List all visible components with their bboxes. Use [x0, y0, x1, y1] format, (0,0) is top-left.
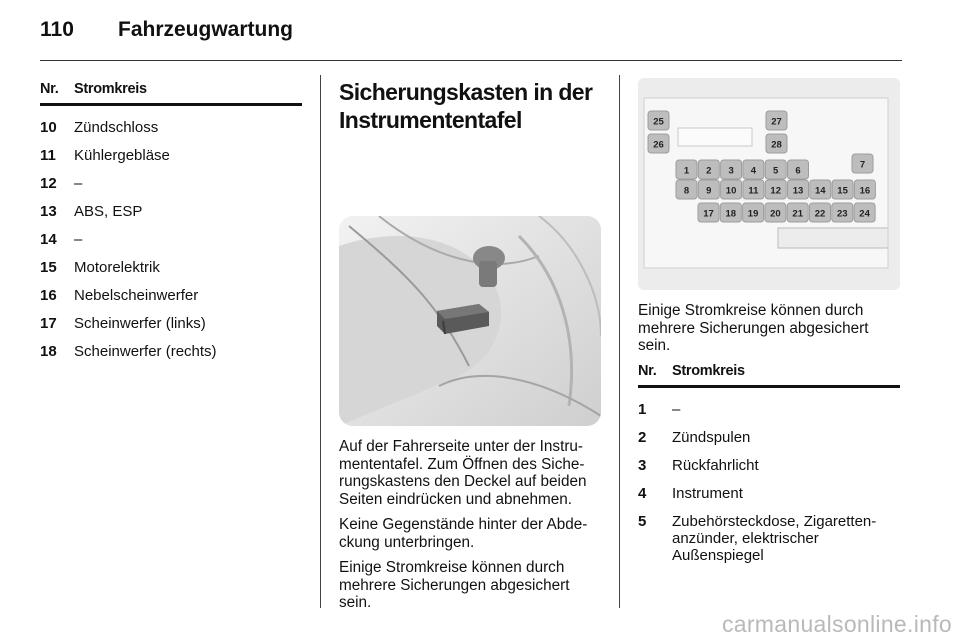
fuse-number: 13 [40, 203, 57, 220]
table-row [638, 386, 900, 418]
table-row [40, 105, 302, 137]
fuse-slot-10 [721, 180, 742, 199]
fuse-label: 28 [771, 139, 782, 151]
table-row [638, 418, 900, 446]
fuse-label: 27 [771, 116, 782, 128]
circuit-name: Rückfahrlicht [672, 456, 759, 474]
fuse-slot-23 [832, 203, 853, 222]
fuse-number: 3 [638, 456, 647, 474]
paragraph-location: Auf der Fahrerseite unter der Instrumententafel. Zum Öffnen des Sicherungskastens den Deckel auf beiden Seiten eindrücken und abnehmen. [339, 438, 587, 508]
fuse-label: 26 [653, 139, 664, 151]
left-fuse-table [40, 81, 302, 360]
fuse-label: 14 [815, 185, 826, 197]
fuse-slot-1 [676, 160, 697, 179]
middle-text [339, 438, 601, 612]
column-header-circuit: Stromkreis [74, 81, 302, 105]
fuse-number: 12 [40, 175, 57, 192]
fuse-number: 1 [638, 400, 647, 418]
fuse-number: 15 [40, 259, 57, 276]
fuse-label: 6 [795, 165, 801, 177]
fuse-slot-5 [765, 160, 786, 179]
column-header-nr: Nr. [40, 81, 74, 105]
circuit-name: Scheinwerfer (links) [74, 315, 206, 332]
circuit-name: Zündschloss [74, 119, 159, 136]
fuse-label: 10 [725, 185, 737, 197]
circuit-name: Nebelscheinwerfer [74, 287, 199, 304]
fuse-label: 22 [814, 208, 826, 220]
fuse-label: 12 [770, 185, 781, 197]
fuse-slot-8 [676, 180, 697, 199]
fuse-label: 17 [703, 208, 714, 220]
table-row [40, 248, 302, 276]
table-row [638, 502, 900, 564]
fuse-slot-17 [698, 203, 719, 222]
fuse-slot-20 [765, 203, 786, 222]
fuse-slot-26 [648, 134, 669, 153]
circuit-name: Scheinwerfer (rechts) [74, 343, 217, 360]
table-row [40, 164, 302, 192]
fuse-slot-6 [788, 160, 809, 179]
fuse-label: 25 [653, 116, 664, 128]
fuse-label: 24 [859, 208, 870, 220]
table-row [638, 446, 900, 474]
circuit-name: Zündspulen [672, 428, 751, 446]
fuse-number: 16 [40, 287, 57, 304]
fuse-slot-19 [743, 203, 764, 222]
fuse-slot-28 [766, 134, 787, 153]
table-row [40, 220, 302, 248]
circuit-name: – [74, 175, 83, 192]
right-paragraph: Einige Stromkreise können durch mehrere Sicherungen abgesichert sein. [638, 302, 869, 354]
fuse-box-diagram [638, 78, 900, 290]
section-title-line-1: Sicherungskasten in der [339, 79, 593, 105]
fuse-label: 19 [747, 208, 759, 220]
column-divider-1 [320, 75, 321, 608]
fuse-slot-12 [765, 180, 786, 199]
fuse-label: 9 [706, 185, 712, 197]
circuit-name: Motorelektrik [74, 259, 160, 276]
column-divider-2 [619, 75, 620, 608]
table-row [40, 304, 302, 332]
paragraph-multiple-fuses: Einige Stromkreise können durch mehrere Sicherungen abgesichert sein. [339, 559, 570, 611]
fuse-slot-16 [854, 180, 875, 199]
fuse-label: 23 [837, 208, 848, 220]
page-header [40, 18, 293, 42]
fuse-box-location-photo [339, 216, 601, 426]
left-column [40, 81, 302, 360]
fuse-slot-14 [810, 180, 831, 199]
fuse-number: 14 [40, 231, 57, 248]
fuse-label: 5 [773, 165, 779, 177]
fuse-number: 10 [40, 119, 57, 136]
column-header-circuit: Stromkreis [672, 363, 900, 387]
circuit-name: Instrument [672, 484, 743, 502]
dashboard-illustration [339, 216, 601, 426]
fuse-label: 21 [792, 208, 803, 220]
table-row [40, 332, 302, 360]
fuse-label: 8 [683, 185, 690, 197]
table-row [638, 474, 900, 502]
table-row [40, 136, 302, 164]
fuse-slot-7 [852, 154, 873, 173]
fuse-number: 11 [40, 147, 56, 164]
page-number: 110 [40, 18, 74, 41]
section-title-line-2: Instrumententafel [339, 107, 522, 133]
circuit-name: – [74, 231, 83, 248]
fuse-slot-9 [698, 180, 719, 199]
section-title [339, 78, 601, 134]
header-rule [40, 60, 902, 61]
fuse-label: 2 [706, 165, 712, 177]
fuse-slot-11 [743, 180, 764, 199]
fuse-label: 7 [859, 159, 866, 171]
fuse-slot-25 [648, 111, 669, 130]
circuit-name: Zubehörsteckdose, Zigarettenanzünder, elektrischer Außenspiegel [672, 512, 877, 564]
fuse-layout [638, 78, 900, 290]
page-title: Fahrzeugwartung [118, 18, 294, 41]
circuit-name: – [672, 400, 681, 418]
paragraph-warning: Keine Gegenstände hinter der Abdeckung unterbringen. [339, 516, 588, 551]
fuse-slot-4 [743, 160, 764, 179]
fuse-slot-2 [698, 160, 719, 179]
fuse-number: 17 [40, 315, 57, 332]
fuse-number: 5 [638, 512, 647, 530]
fuse-slot-18 [720, 203, 741, 222]
fuse-label: 15 [837, 185, 848, 197]
fuse-number: 2 [638, 428, 647, 446]
fuse-number: 4 [638, 484, 647, 502]
circuit-name: ABS, ESP [74, 203, 143, 220]
watermark: carmanualsonline.info [721, 611, 952, 637]
right-column [638, 78, 900, 564]
fuse-puller-slot [678, 128, 752, 146]
fuse-label: 1 [683, 165, 690, 177]
fuse-slot-15 [832, 180, 853, 199]
fuse-label: 20 [770, 208, 781, 220]
fuse-label: 3 [728, 165, 734, 177]
column-header-nr: Nr. [638, 363, 672, 387]
fuse-label: 16 [859, 185, 871, 197]
fuse-slot-21 [787, 203, 808, 222]
fuse-label: 13 [792, 185, 804, 197]
table-row [40, 192, 302, 220]
fuse-label: 11 [748, 185, 759, 197]
fuse-number: 18 [40, 343, 57, 360]
right-fuse-table [638, 363, 900, 564]
fuse-label: 4 [750, 165, 757, 177]
fuse-slot-13 [788, 180, 809, 199]
fuse-slot-27 [766, 111, 787, 130]
fuse-slot-3 [721, 160, 742, 179]
fuse-slot-24 [854, 203, 875, 222]
fuse-label: 18 [725, 208, 737, 220]
fuse-slot-22 [810, 203, 831, 222]
circuit-name: Kühlergebläse [74, 147, 170, 164]
middle-column [339, 78, 601, 620]
table-row [40, 276, 302, 304]
